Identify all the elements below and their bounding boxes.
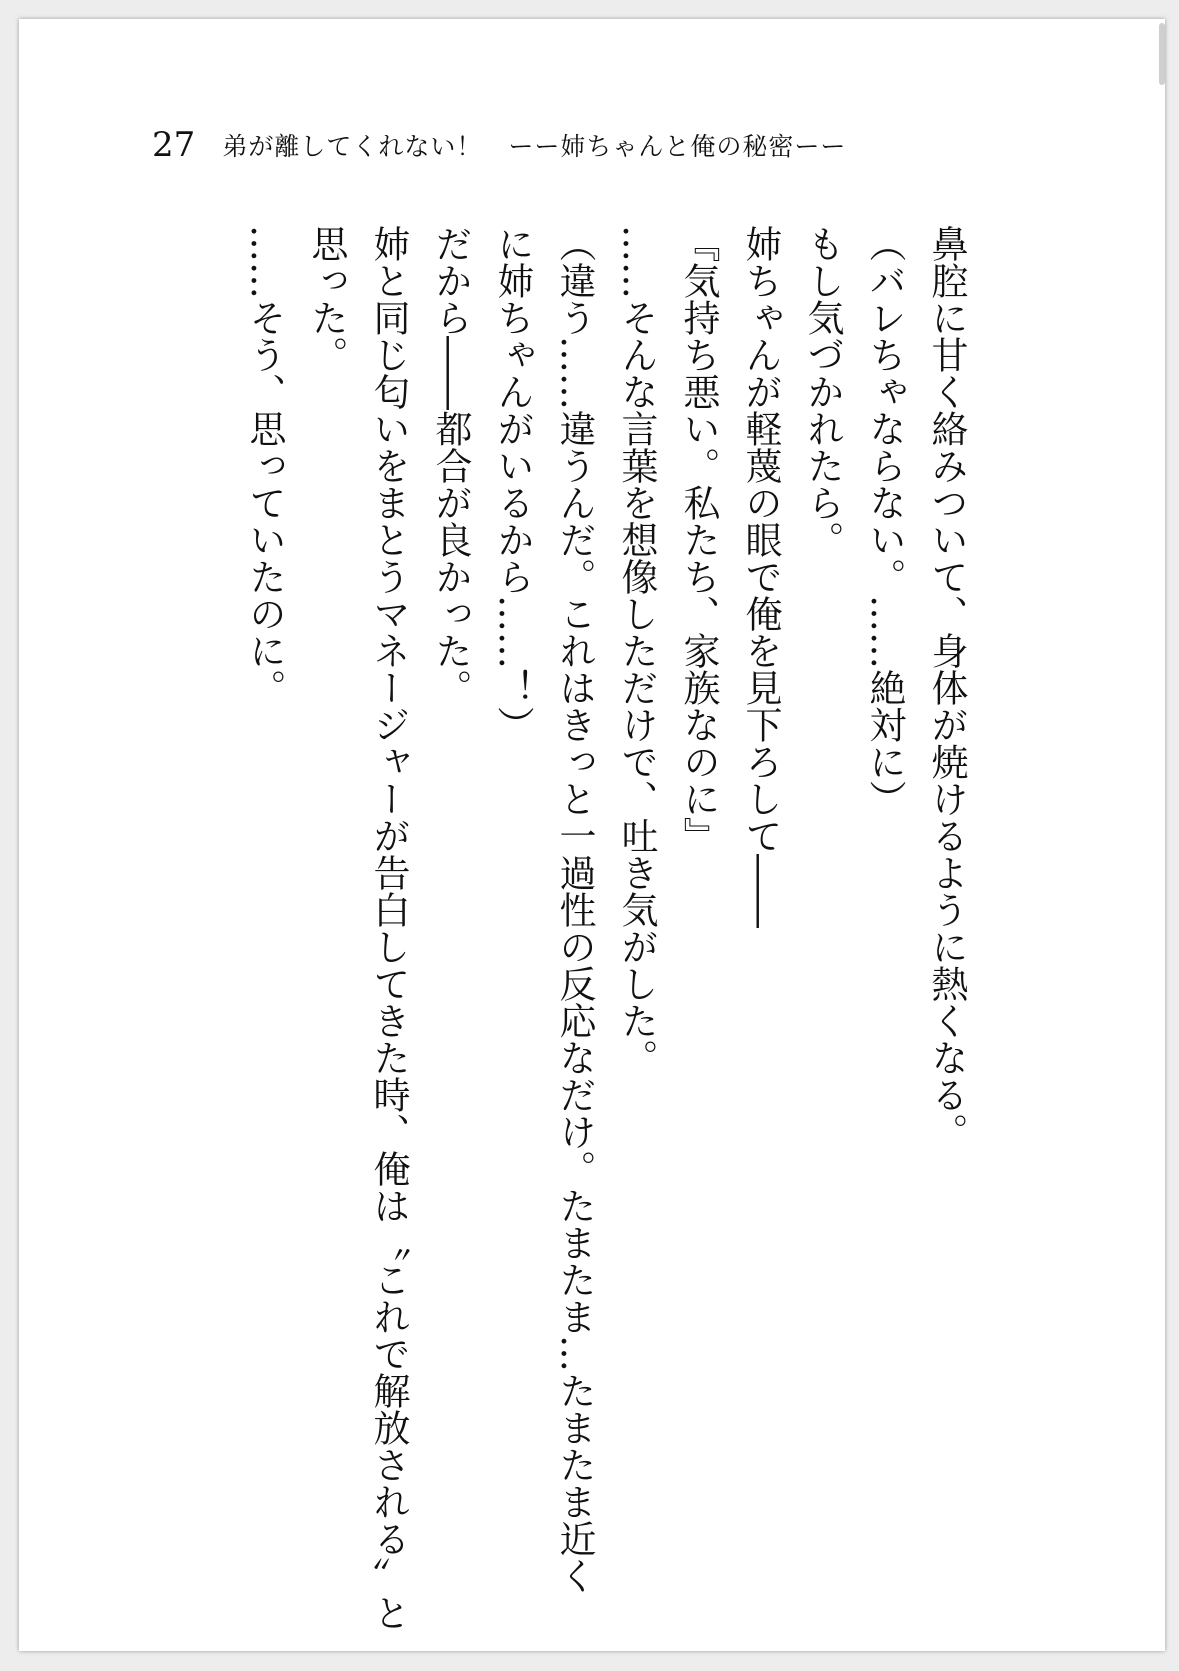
text-line: 『気持ち悪い。私たち、家族なのに』 bbox=[677, 225, 720, 854]
text-line: ……そんな言葉を想像しただけで、吐き気がした。 bbox=[615, 225, 658, 1076]
text-line: 鼻腔に甘く絡みついて、身体が焼けるように熱くなる。 bbox=[925, 225, 968, 1150]
text-line: だから――都合が良かった。 bbox=[429, 225, 472, 706]
text-line: 姉ちゃんが軽蔑の眼で俺を見下ろして―― bbox=[739, 225, 782, 928]
page-header bbox=[152, 125, 846, 175]
text-line: （違う……違うんだ。これはきっと一過性の反応なだけ。たまたま…たまたま近く bbox=[553, 225, 596, 1594]
page-number: 27 bbox=[152, 125, 196, 165]
text-line: 姉と同じ匂いをまとうマネージャーが告白してきた時、俺は〝これで解放される〟と bbox=[367, 225, 410, 1631]
text-line: （バレちゃならない。……絶対に） bbox=[863, 225, 906, 817]
text-line: に姉ちゃんがいるから……！） bbox=[491, 225, 534, 743]
vertical-body-text bbox=[233, 225, 977, 1631]
scrollbar-thumb[interactable] bbox=[1159, 23, 1165, 85]
text-line: 思った。 bbox=[305, 225, 348, 373]
running-title: 弟が離してくれない！ ーー姉ちゃんと俺の秘密ーー bbox=[222, 132, 847, 161]
book-page bbox=[19, 19, 1165, 1651]
text-line: ……そう、思っていたのに。 bbox=[243, 225, 286, 706]
text-line: もし気づかれたら。 bbox=[801, 225, 844, 558]
